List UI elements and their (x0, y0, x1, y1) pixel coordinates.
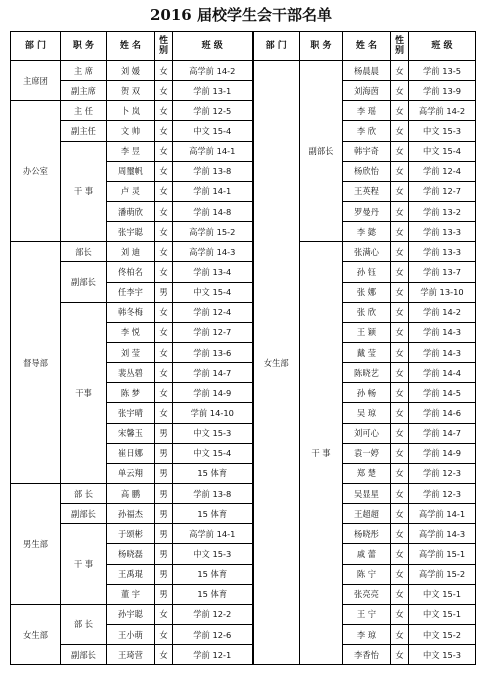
header-row (11, 32, 476, 61)
class-cell-right: 学前 14-3 (409, 342, 476, 362)
name-cell-right: 吴 琼 (343, 403, 391, 423)
class-cell: 15 体育 (173, 584, 253, 604)
class-cell-right: 学前 14-6 (409, 403, 476, 423)
gender-cell: 女 (155, 161, 173, 181)
name-cell: 于颂彬 (107, 524, 155, 544)
name-cell-right: 王 宁 (343, 604, 391, 624)
name-cell-right: 孙 畅 (343, 383, 391, 403)
class-cell-right: 高学前 14-1 (409, 504, 476, 524)
gender-cell: 女 (155, 604, 173, 624)
class-cell: 高学前 14-3 (173, 242, 253, 262)
gender-cell: 男 (155, 463, 173, 483)
role-cell: 副主任 (61, 121, 107, 141)
class-cell-right: 学前 12-3 (409, 483, 476, 503)
name-cell-right: 张满心 (343, 242, 391, 262)
name-cell-right: 陈 宁 (343, 564, 391, 584)
dept-cell: 男生部 (11, 483, 61, 604)
gender-cell: 男 (155, 584, 173, 604)
class-cell: 学前 13-8 (173, 483, 253, 503)
class-cell-right: 学前 14-3 (409, 322, 476, 342)
name-cell: 刘 迪 (107, 242, 155, 262)
gender-cell-right: 女 (391, 403, 409, 423)
role-cell: 部 长 (61, 604, 107, 644)
gender-cell: 女 (155, 363, 173, 383)
gender-cell-right: 女 (391, 282, 409, 302)
table-row (11, 61, 476, 81)
dept-cell: 女生部 (11, 604, 61, 664)
name-cell: 任李宇 (107, 282, 155, 302)
gender-cell-right: 女 (391, 322, 409, 342)
name-cell-right: 刘可心 (343, 423, 391, 443)
name-cell: 卜 岚 (107, 101, 155, 121)
name-cell: 陈 梦 (107, 383, 155, 403)
name-cell: 张宇聪 (107, 222, 155, 242)
name-cell: 卢 灵 (107, 181, 155, 201)
header-dept: 部 门 (11, 32, 61, 61)
name-cell: 张宇晴 (107, 403, 155, 423)
name-cell-right: 杨晓彤 (343, 524, 391, 544)
class-cell-right: 学前 14-5 (409, 383, 476, 403)
gender-cell-right: 女 (391, 222, 409, 242)
class-cell: 学前 14-7 (173, 363, 253, 383)
name-cell-right: 张 娜 (343, 282, 391, 302)
name-cell-right: 戚 蕾 (343, 544, 391, 564)
name-cell-right: 李 瑶 (343, 101, 391, 121)
class-cell-right: 学前 14-4 (409, 363, 476, 383)
class-cell: 中文 15-4 (173, 282, 253, 302)
name-cell: 王小萌 (107, 624, 155, 644)
role-cell: 副部长 (61, 262, 107, 302)
class-cell-right: 中文 15-1 (409, 604, 476, 624)
class-cell-right: 学前 13-7 (409, 262, 476, 282)
role-cell: 部 长 (61, 483, 107, 503)
class-cell-right: 中文 15-1 (409, 584, 476, 604)
gender-cell-right: 女 (391, 624, 409, 644)
role-cell: 部长 (61, 242, 107, 262)
table-row (11, 262, 476, 282)
class-cell-right: 学前 12-3 (409, 463, 476, 483)
name-cell: 李 悦 (107, 322, 155, 342)
class-cell: 中文 15-4 (173, 443, 253, 463)
gender-cell: 女 (155, 242, 173, 262)
class-cell-right: 学前 13-9 (409, 81, 476, 101)
name-cell: 高 鹏 (107, 483, 155, 503)
header-gender-bottom-right: 别 (394, 46, 404, 56)
gender-cell: 女 (155, 61, 173, 81)
name-cell-right: 刘海茵 (343, 81, 391, 101)
name-cell-right: 张亮亮 (343, 584, 391, 604)
name-cell: 李 昱 (107, 141, 155, 161)
name-cell: 贺 双 (107, 81, 155, 101)
gender-cell-right: 女 (391, 81, 409, 101)
name-cell: 杨晓磊 (107, 544, 155, 564)
gender-cell: 男 (155, 564, 173, 584)
dept-cell: 办公室 (11, 101, 61, 242)
class-cell: 15 体育 (173, 463, 253, 483)
gender-cell: 女 (155, 383, 173, 403)
class-cell-right: 学前 14-2 (409, 302, 476, 322)
table-row (11, 645, 476, 665)
class-cell-right: 中文 15-2 (409, 624, 476, 644)
gender-cell: 男 (155, 443, 173, 463)
gender-cell-right: 女 (391, 363, 409, 383)
name-cell: 韩冬梅 (107, 302, 155, 322)
class-cell: 高学前 14-1 (173, 524, 253, 544)
name-cell-right: 袁一婷 (343, 443, 391, 463)
class-cell: 学前 12-7 (173, 322, 253, 342)
gender-cell-right: 女 (391, 342, 409, 362)
name-cell: 裴丛碧 (107, 363, 155, 383)
class-cell: 中文 15-3 (173, 544, 253, 564)
class-cell: 学前 13-4 (173, 262, 253, 282)
name-cell-right: 李香怡 (343, 645, 391, 665)
class-cell-right: 中文 15-3 (409, 645, 476, 665)
header-name-right: 姓 名 (343, 32, 391, 61)
gender-cell-right: 女 (391, 302, 409, 322)
header-role-right: 职 务 (300, 32, 343, 61)
name-cell: 潘萌欣 (107, 201, 155, 221)
class-cell: 学前 13-6 (173, 342, 253, 362)
name-cell-right: 郑 楚 (343, 463, 391, 483)
gender-cell: 女 (155, 101, 173, 121)
header-gender (155, 32, 173, 61)
gender-cell: 女 (155, 141, 173, 161)
name-cell: 孙宇聪 (107, 604, 155, 624)
class-cell: 学前 13-8 (173, 161, 253, 181)
header-role: 职 务 (61, 32, 107, 61)
name-cell-right: 王 颖 (343, 322, 391, 342)
gender-cell: 女 (155, 121, 173, 141)
name-cell: 佟柏名 (107, 262, 155, 282)
header-class: 班 级 (173, 32, 253, 61)
gender-cell-right: 女 (391, 262, 409, 282)
class-cell-right: 学前 13-2 (409, 201, 476, 221)
gender-cell-right: 女 (391, 423, 409, 443)
name-cell: 周璽帆 (107, 161, 155, 181)
role-cell: 主 任 (61, 101, 107, 121)
table-row (11, 302, 476, 322)
table-row (11, 81, 476, 101)
class-cell-right: 学前 12-4 (409, 161, 476, 181)
page-title: 2016 届校学生会干部名单 (150, 6, 332, 24)
class-cell-right: 学前 13-5 (409, 61, 476, 81)
header-name: 姓 名 (107, 32, 155, 61)
gender-cell: 女 (155, 302, 173, 322)
class-cell-right: 高学前 15-2 (409, 564, 476, 584)
role-cell: 主 席 (61, 61, 107, 81)
class-cell-right: 学前 14-7 (409, 423, 476, 443)
gender-cell: 男 (155, 524, 173, 544)
role-cell: 副部长 (61, 504, 107, 524)
class-cell: 学前 14-9 (173, 383, 253, 403)
header-gender-right (391, 32, 409, 61)
name-cell: 孙福杰 (107, 504, 155, 524)
table-row (11, 141, 476, 161)
table-row (11, 242, 476, 262)
header-gender-top-right: 性 (394, 36, 404, 46)
gender-cell: 女 (155, 645, 173, 665)
gender-cell-right: 女 (391, 463, 409, 483)
class-cell: 学前 12-2 (173, 604, 253, 624)
dept-cell-right: 女生部 (253, 61, 300, 665)
class-cell: 高学前 14-1 (173, 141, 253, 161)
class-cell: 高学前 15-2 (173, 222, 253, 242)
gender-cell: 女 (155, 624, 173, 644)
gender-cell: 男 (155, 504, 173, 524)
class-cell-right: 学前 13-3 (409, 222, 476, 242)
name-cell-right: 戴 莹 (343, 342, 391, 362)
class-cell-right: 学前 14-9 (409, 443, 476, 463)
class-cell: 中文 15-4 (173, 121, 253, 141)
class-cell: 高学前 14-2 (173, 61, 253, 81)
gender-cell: 女 (155, 403, 173, 423)
class-cell: 学前 13-1 (173, 81, 253, 101)
name-cell-right: 李 欣 (343, 121, 391, 141)
name-cell-right: 韩宇奇 (343, 141, 391, 161)
class-cell-right: 学前 13-10 (409, 282, 476, 302)
class-cell: 学前 14-1 (173, 181, 253, 201)
class-cell-right: 高学前 15-1 (409, 544, 476, 564)
class-cell: 15 体育 (173, 504, 253, 524)
name-cell-right: 张 欣 (343, 302, 391, 322)
table-row (11, 524, 476, 544)
dept-cell: 督导部 (11, 242, 61, 484)
gender-cell: 女 (155, 181, 173, 201)
header-gender-bottom: 别 (158, 46, 168, 56)
header-dept-right: 部 门 (253, 32, 300, 61)
class-cell: 学前 12-1 (173, 645, 253, 665)
class-cell: 学前 12-6 (173, 624, 253, 644)
name-cell: 单云翔 (107, 463, 155, 483)
name-cell-right: 李 琼 (343, 624, 391, 644)
roster-table (10, 31, 476, 665)
role-cell-right: 干 事 (300, 242, 343, 665)
gender-cell: 女 (155, 322, 173, 342)
name-cell: 董 宇 (107, 584, 155, 604)
gender-cell-right: 女 (391, 181, 409, 201)
gender-cell-right: 女 (391, 443, 409, 463)
gender-cell: 女 (155, 222, 173, 242)
class-cell-right: 学前 13-3 (409, 242, 476, 262)
class-cell: 学前 14-10 (173, 403, 253, 423)
gender-cell-right: 女 (391, 564, 409, 584)
table-row (11, 101, 476, 121)
gender-cell-right: 女 (391, 141, 409, 161)
role-cell: 副主席 (61, 81, 107, 101)
gender-cell: 男 (155, 544, 173, 564)
gender-cell: 女 (155, 342, 173, 362)
name-cell-right: 王超超 (343, 504, 391, 524)
role-cell: 副部长 (61, 645, 107, 665)
gender-cell-right: 女 (391, 524, 409, 544)
name-cell-right: 陈晓艺 (343, 363, 391, 383)
gender-cell-right: 女 (391, 101, 409, 121)
gender-cell: 女 (155, 201, 173, 221)
gender-cell-right: 女 (391, 161, 409, 181)
gender-cell-right: 女 (391, 201, 409, 221)
gender-cell-right: 女 (391, 121, 409, 141)
name-cell-right: 杨欣怡 (343, 161, 391, 181)
gender-cell-right: 女 (391, 383, 409, 403)
class-cell: 15 体育 (173, 564, 253, 584)
class-cell: 中文 15-3 (173, 423, 253, 443)
name-cell: 崔日娜 (107, 443, 155, 463)
gender-cell-right: 女 (391, 242, 409, 262)
header-gender-top: 性 (158, 36, 168, 46)
gender-cell: 男 (155, 423, 173, 443)
table-row (11, 483, 476, 503)
name-cell-right: 孙 钰 (343, 262, 391, 282)
class-cell-right: 中文 15-4 (409, 141, 476, 161)
class-cell: 学前 12-5 (173, 101, 253, 121)
class-cell-right: 学前 12-7 (409, 181, 476, 201)
class-cell-right: 高学前 14-3 (409, 524, 476, 544)
name-cell: 王琦营 (107, 645, 155, 665)
role-cell: 干事 (61, 302, 107, 483)
name-cell: 文 帅 (107, 121, 155, 141)
name-cell-right: 杨晨晨 (343, 61, 391, 81)
name-cell-right: 吴显星 (343, 483, 391, 503)
gender-cell-right: 女 (391, 483, 409, 503)
name-cell-right: 王英程 (343, 181, 391, 201)
name-cell-right: 李 懿 (343, 222, 391, 242)
gender-cell-right: 女 (391, 584, 409, 604)
dept-cell: 主席团 (11, 61, 61, 101)
name-cell-right: 罗曼丹 (343, 201, 391, 221)
name-cell: 宋馨玉 (107, 423, 155, 443)
class-cell-right: 高学前 14-2 (409, 101, 476, 121)
gender-cell-right: 女 (391, 604, 409, 624)
class-cell: 学前 14-8 (173, 201, 253, 221)
gender-cell-right: 女 (391, 544, 409, 564)
role-cell-right: 副部长 (300, 61, 343, 242)
table-row (11, 604, 476, 624)
gender-cell-right: 女 (391, 504, 409, 524)
table-row (11, 121, 476, 141)
gender-cell: 女 (155, 262, 173, 282)
gender-cell-right: 女 (391, 61, 409, 81)
table-row (11, 504, 476, 524)
role-cell: 干 事 (61, 524, 107, 605)
gender-cell: 男 (155, 483, 173, 503)
gender-cell: 女 (155, 81, 173, 101)
gender-cell-right: 女 (391, 645, 409, 665)
class-cell-right: 中文 15-3 (409, 121, 476, 141)
gender-cell: 男 (155, 282, 173, 302)
class-cell: 学前 12-4 (173, 302, 253, 322)
name-cell: 王禹琨 (107, 564, 155, 584)
header-class-right: 班 级 (409, 32, 476, 61)
name-cell: 刘 媛 (107, 61, 155, 81)
role-cell: 干 事 (61, 141, 107, 242)
name-cell: 刘 莹 (107, 342, 155, 362)
